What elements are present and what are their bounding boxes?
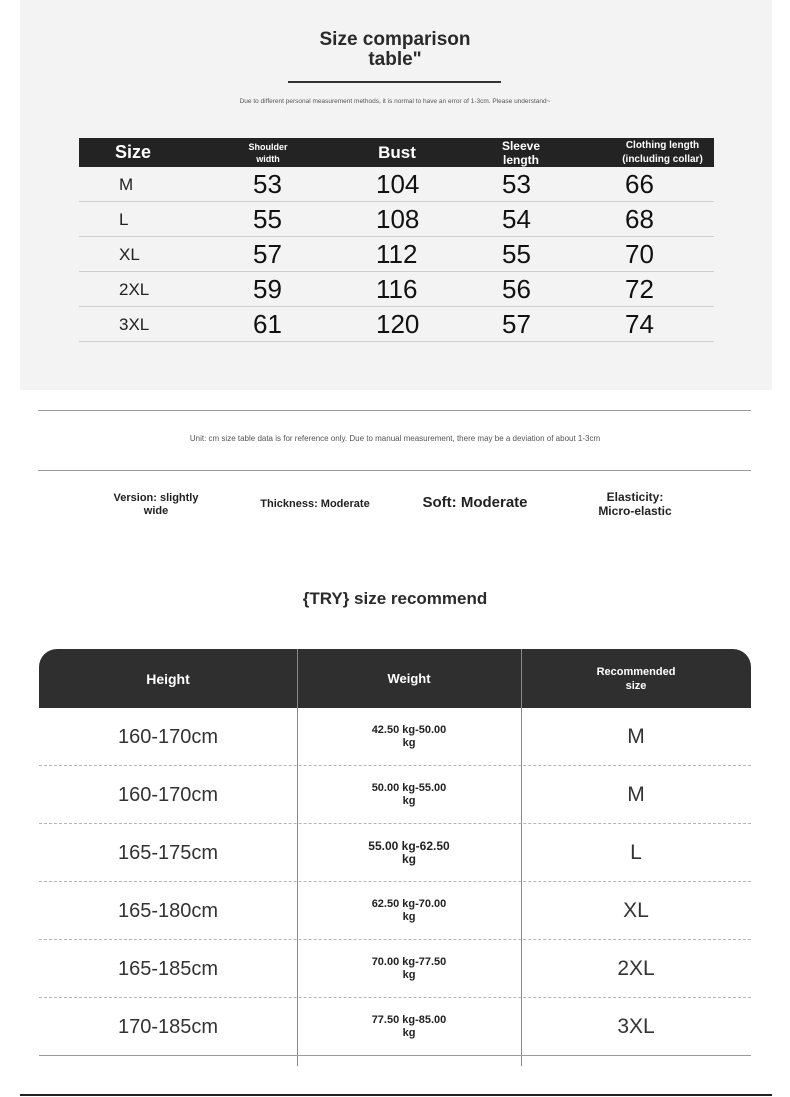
size-row-3xl bbox=[79, 307, 714, 342]
height-value: 160-170cm bbox=[117, 725, 219, 748]
attr-soft: Soft: Moderate bbox=[422, 494, 528, 511]
header-sleeve-line1: Sleeve bbox=[501, 138, 541, 153]
size-recommend-table bbox=[39, 649, 751, 1056]
shoulder-value: 53 bbox=[253, 169, 282, 199]
header-recommended-line1: Recommended bbox=[596, 665, 676, 678]
recommended-size-value: 2XL bbox=[617, 957, 655, 980]
header-weight: Weight bbox=[387, 671, 431, 686]
height-value: 165-175cm bbox=[117, 841, 219, 864]
weight-value: 50.00 kg-55.00 kg bbox=[371, 782, 447, 807]
header-shoulder-width bbox=[231, 138, 305, 167]
recommended-size-value: M bbox=[627, 725, 645, 748]
shoulder-value: 61 bbox=[253, 309, 282, 339]
recommend-title: {TRY} size recommend bbox=[302, 589, 488, 608]
size-label: 2XL bbox=[119, 279, 150, 299]
recommend-row bbox=[39, 824, 751, 882]
length-value: 74 bbox=[625, 309, 654, 339]
size-label: L bbox=[119, 209, 129, 229]
shoulder-value: 59 bbox=[253, 274, 282, 304]
bust-value: 120 bbox=[376, 309, 420, 339]
bust-value: 112 bbox=[376, 239, 418, 269]
size-row-2xl bbox=[79, 272, 714, 307]
size-chart-title-line2: table" bbox=[368, 49, 422, 70]
length-value: 70 bbox=[625, 239, 654, 269]
height-value: 170-185cm bbox=[117, 1015, 219, 1038]
recommended-size-value: M bbox=[627, 783, 645, 806]
bottom-divider bbox=[20, 1094, 772, 1096]
attr-version-line1: Version: slightly bbox=[113, 492, 199, 504]
recommend-table-body bbox=[39, 708, 751, 1056]
divider bbox=[38, 410, 751, 411]
recommend-row bbox=[39, 882, 751, 940]
bust-value: 116 bbox=[376, 274, 418, 304]
sleeve-value: 55 bbox=[502, 239, 531, 269]
recommend-table-header bbox=[39, 649, 751, 708]
recommend-row bbox=[39, 708, 751, 766]
height-value: 165-185cm bbox=[117, 957, 219, 980]
header-height: Height bbox=[146, 670, 190, 687]
bust-value: 108 bbox=[376, 204, 420, 234]
error-note: Due to different personal measurement methods, it is normal to have an error of 1-3cm. Please understand~ bbox=[239, 98, 551, 105]
header-recommended-size bbox=[521, 649, 751, 708]
header-shoulder-line2: width bbox=[256, 153, 280, 164]
sleeve-value: 56 bbox=[502, 274, 531, 304]
length-value: 66 bbox=[625, 169, 654, 199]
attr-elasticity bbox=[578, 490, 692, 518]
unit-note: Unit: cm size table data is for reference only. Due to manual measurement, there may be a deviation of about 1-3cm bbox=[189, 434, 601, 443]
size-label: XL bbox=[119, 244, 140, 264]
attr-thickness: Thickness: Moderate bbox=[260, 498, 370, 510]
size-chart-title-line1: Size comparison bbox=[319, 29, 471, 50]
size-row-l bbox=[79, 202, 714, 237]
recommend-row bbox=[39, 766, 751, 824]
attr-elasticity-line2: Micro-elastic bbox=[598, 504, 672, 518]
recommended-size-value: L bbox=[630, 841, 642, 864]
header-sleeve-length bbox=[483, 138, 559, 167]
sleeve-value: 53 bbox=[502, 169, 531, 199]
recommended-size-value: 3XL bbox=[617, 1015, 655, 1038]
sleeve-value: 54 bbox=[502, 204, 531, 234]
shoulder-value: 55 bbox=[253, 204, 282, 234]
attr-version-line2: wide bbox=[143, 505, 169, 517]
divider bbox=[38, 470, 751, 471]
shoulder-value: 57 bbox=[253, 239, 282, 269]
weight-value: 42.50 kg-50.00 kg bbox=[371, 724, 447, 749]
attr-version bbox=[100, 492, 212, 518]
header-size: Size bbox=[115, 142, 152, 162]
height-value: 165-180cm bbox=[117, 899, 219, 922]
header-clothing-line2: (including collar) bbox=[622, 153, 703, 165]
size-row-xl bbox=[79, 237, 714, 272]
size-label: M bbox=[119, 174, 134, 194]
length-value: 72 bbox=[625, 274, 654, 304]
size-table-header bbox=[79, 138, 714, 167]
recommend-row bbox=[39, 940, 751, 998]
recommend-row bbox=[39, 998, 751, 1056]
sleeve-value: 57 bbox=[502, 309, 531, 339]
bust-value: 104 bbox=[376, 169, 420, 199]
title-underline bbox=[288, 81, 501, 83]
header-recommended-line2: size bbox=[625, 679, 647, 692]
weight-value: 55.00 kg-62.50 kg bbox=[368, 839, 450, 866]
weight-value: 70.00 kg-77.50 kg bbox=[371, 956, 447, 981]
recommended-size-value: XL bbox=[623, 899, 649, 922]
size-chart-title bbox=[0, 30, 790, 70]
size-label: 3XL bbox=[119, 314, 150, 334]
header-shoulder-line1: Shoulder bbox=[248, 141, 288, 152]
length-value: 68 bbox=[625, 204, 654, 234]
header-sleeve-line2: length bbox=[503, 152, 539, 167]
size-row-m bbox=[79, 167, 714, 202]
weight-value: 77.50 kg-85.00 kg bbox=[371, 1014, 447, 1039]
header-clothing-length bbox=[611, 138, 714, 167]
height-value: 160-170cm bbox=[117, 783, 219, 806]
header-bust: Bust bbox=[378, 142, 416, 162]
size-comparison-table bbox=[79, 138, 714, 342]
header-clothing-line1: Clothing length bbox=[625, 139, 700, 151]
attr-elasticity-line1: Elasticity: bbox=[606, 490, 664, 504]
weight-value: 62.50 kg-70.00 kg bbox=[371, 898, 447, 923]
